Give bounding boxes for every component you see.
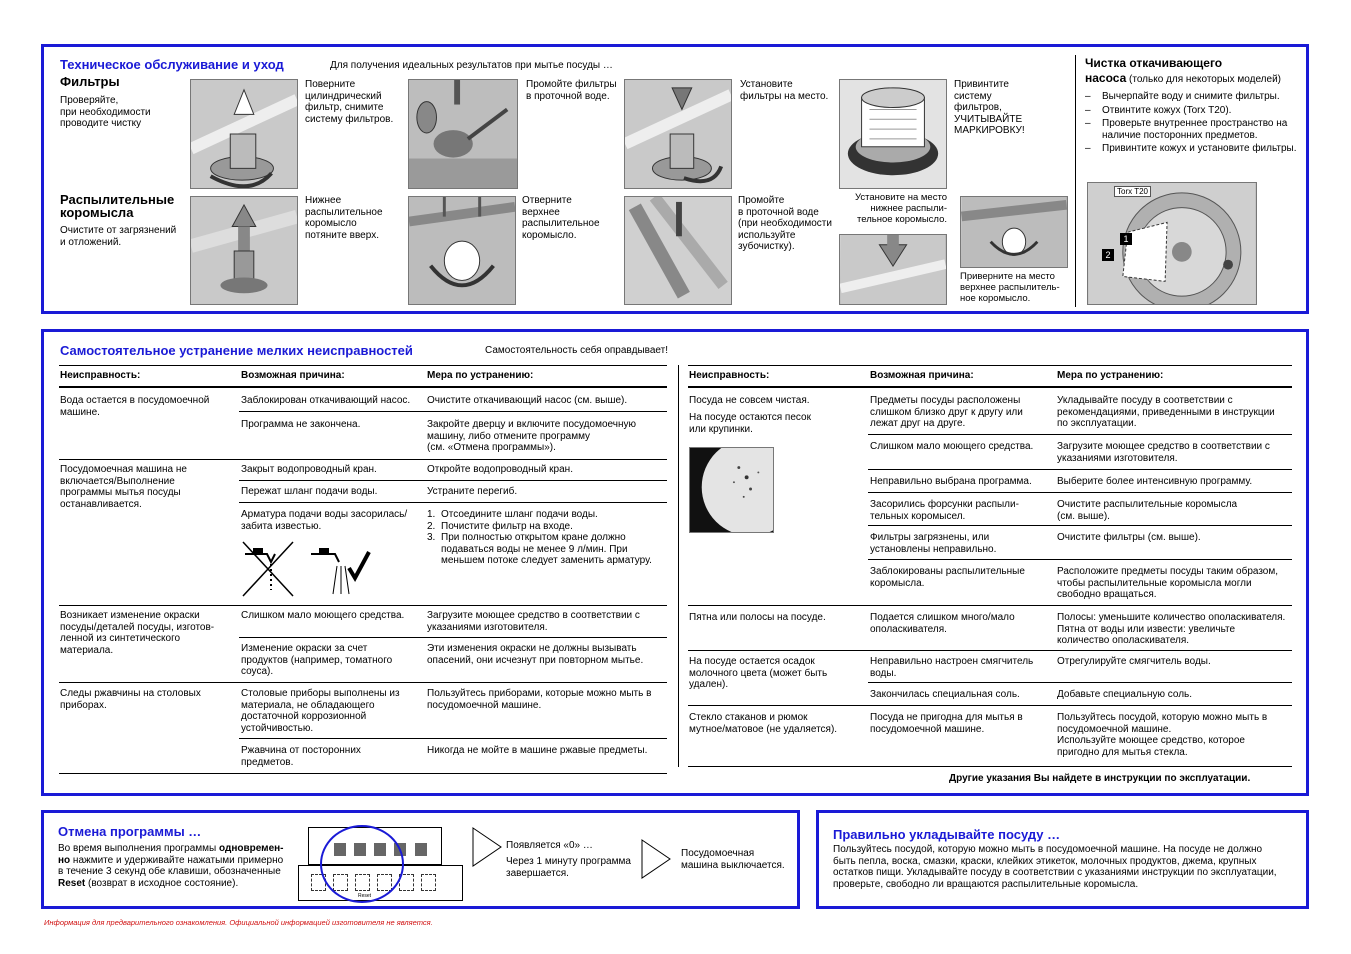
loading-title: Правильно укладывайте посуду … — [833, 827, 1061, 842]
fix-steps — [427, 509, 667, 567]
torx-label: Torx T20 — [1114, 186, 1151, 197]
arms-step3: Промойте в проточной воде (при необходимости используйте зубочистку). — [738, 195, 832, 252]
fix-step — [427, 532, 667, 567]
faucet-flowing-icon — [311, 548, 349, 594]
dirty-dish-photo — [689, 447, 774, 533]
cause-cell: Ржавчина от посторонних предметов. — [241, 745, 361, 768]
pump-heading-line2 — [1085, 71, 1281, 85]
cause-cell: Арматура подачи воды засорилась/ забита известью. — [241, 509, 408, 532]
row-rule — [59, 605, 667, 606]
faucet-icons — [241, 540, 371, 598]
fault-cell: На посуде остаются песок или крупинки. — [689, 412, 811, 435]
step-text: При полностью открытом кране должно подаваться воды не менее 9 л/мин. При меньшем потоке следует заменить арматуру. — [441, 532, 652, 566]
cause-cell: Подается слишком много/мало ополаскивателя. — [870, 612, 1015, 635]
cause-cell: Закрыт водопроводный кран. — [241, 464, 377, 475]
cause-cell: Предметы посуды расположены слишком близко друг к другу или лежат друг на друге. — [870, 395, 1023, 429]
cause-cell: Засорились форсунки распыли- тельных коромысел. — [870, 499, 1019, 522]
filters-heading: Фильтры — [60, 74, 120, 89]
arrow-icon — [472, 827, 502, 867]
cause-cell: Пережат шланг подачи воды. — [241, 486, 378, 497]
row-rule — [239, 738, 667, 739]
fix-cell: Эти изменения окраски не должны вызывать опасений, они исчезнут при повторном мытье. — [427, 643, 644, 666]
cancel-desc — [58, 843, 298, 889]
row-rule — [688, 705, 1292, 706]
fix-cell: Откройте водопроводный кран. — [427, 464, 573, 475]
cancel-panel — [41, 810, 800, 909]
maintenance-title: Техническое обслуживание и уход — [60, 57, 284, 72]
arrow-icon — [641, 839, 671, 879]
step-number: 3. — [427, 532, 436, 543]
highlight-circle — [320, 825, 404, 903]
row-rule — [868, 559, 1292, 560]
cause-cell: Заблокированы распылительные коромысла. — [870, 566, 1025, 589]
fix-cell: Пользуйтесь посудой, которую можно мыть в посудомоечной машине. Используйте моющее средство, которое пригодно для мытья стекла. — [1057, 712, 1268, 758]
fix-cell: Добавьте специальную соль. — [1057, 689, 1193, 700]
reset-label: Reset — [358, 893, 372, 899]
reset-key[interactable] — [421, 874, 436, 891]
footer-note: Другие указания Вы найдете в инструкции по эксплуатации. — [949, 773, 1251, 784]
fix-cell: Закройте дверцу и включите посудомоечную машину, либо отмените программу (см. «Отмена программы»). — [427, 419, 636, 453]
arms-desc: Очистите от загрязнений и отложений. — [60, 225, 177, 248]
cause-cell: Слишком мало моющего средства. — [241, 610, 405, 621]
fault-cell: Посудомоечная машина не включается/Выполнение программы мытья посуды останавливается. — [60, 464, 187, 510]
col-fix-header: Мера по устранению: — [1057, 370, 1164, 381]
table-header-rule — [59, 386, 667, 388]
row-rule — [688, 650, 1292, 651]
filters-step4: Привинтите систему фильтров, УЧИТЫВАЙТЕ МАРКИРОВКУ! — [954, 79, 1025, 136]
arms-photo-5 — [960, 196, 1068, 268]
row-rule — [868, 525, 1292, 526]
table-rule — [59, 365, 667, 366]
arms-step2: Отверните верхнее распылительное коромысло. — [522, 195, 600, 241]
pump-item: – Привинтите кожух и установите фильтры. — [1085, 143, 1307, 155]
pump-heading-word: насоса — [1085, 71, 1127, 85]
filter-photo-4 — [839, 79, 947, 189]
pump-heading-note: (только для некоторых моделей) — [1129, 74, 1281, 85]
pump-badge-1: 1 — [1120, 233, 1132, 245]
pump-photo — [1087, 182, 1257, 305]
fix-cell: Загрузите моющее средство в соответствии с указаниями изготовителя. — [427, 610, 640, 633]
filters-step2: Промойте фильтры в проточной воде. — [526, 79, 617, 102]
fix-step — [427, 521, 667, 533]
col-fix-header: Мера по устранению: — [427, 370, 534, 381]
troubleshoot-panel — [41, 329, 1309, 796]
fix-cell: Полосы: уменьшите количество ополаскивателя. Пятна от воды или извести: увеличьте количество ополаскивателя. — [1057, 612, 1286, 646]
fault-cell: На посуде остается осадок молочного цвета (может быть удален). — [689, 656, 828, 690]
filters-step1: Поверните цилиндрический фильтр, снимите систему фильтров. — [305, 79, 394, 125]
filter-photo-2 — [408, 79, 518, 189]
fix-cell: Укладывайте посуду в соответствии с рекомендациями, приведенными в инструкции по эксплуатации. — [1057, 395, 1275, 429]
cancel-desc-pre: Во время выполнения программы — [58, 843, 220, 854]
table-header-rule — [688, 386, 1292, 388]
filter-photo-1 — [190, 79, 298, 189]
cause-cell: Неправильно выбрана программа. — [870, 476, 1032, 487]
cause-cell: Закончилась специальная соль. — [870, 689, 1020, 700]
fix-cell: Отрегулируйте смягчитель воды. — [1057, 656, 1211, 667]
cause-cell: Слишком мало моющего средства. — [870, 441, 1034, 452]
loading-panel — [816, 810, 1309, 909]
row-rule — [239, 480, 667, 481]
cause-cell: Заблокирован откачивающий насос. — [241, 395, 411, 406]
row-rule — [239, 411, 667, 412]
arms-photo-1 — [190, 196, 298, 305]
table-rule — [688, 365, 1292, 366]
fault-cell: Посуда не совсем чистая. — [689, 395, 810, 406]
row-rule — [239, 637, 667, 638]
fix-cell: Устраните перегиб. — [427, 486, 518, 497]
cause-cell: Столовые приборы выполнены из материала, не обладающего достаточной коррозионной устойчивостью. — [241, 688, 400, 734]
pump-divider — [1075, 55, 1076, 307]
filter-photo-3 — [624, 79, 732, 189]
fix-cell: Очистите фильтры (см. выше). — [1057, 532, 1201, 543]
cancel-desc-mid: нажмите и удерживайте нажатыми примерно в течение 3 секунд обе клавиши, обозначенные — [58, 854, 284, 877]
fix-cell: Пользуйтесь приборами, которые можно мыть в посудомоечной машине. — [427, 688, 652, 711]
col-cause-header: Возможная причина: — [241, 370, 345, 381]
row-rule — [59, 682, 667, 683]
fault-cell: Возникает изменение окраски посуды/деталей посуды, изготов- ленной из синтетического материала. — [60, 610, 215, 656]
arms-heading: Распылительные коромысла — [60, 192, 175, 220]
pump-list — [1085, 91, 1307, 157]
fault-cell: Следы ржавчины на столовых приборах. — [60, 688, 201, 711]
row-rule — [868, 469, 1292, 470]
step-number: 1. — [427, 509, 436, 520]
step-text: Почистите фильтр на входе. — [441, 520, 573, 532]
arms-step4: Установите на место нижнее распыли- тельное коромысло. — [855, 192, 947, 225]
step-number: 2. — [427, 520, 436, 532]
cancel-off: Посудомоечная машина выключается. — [681, 848, 785, 871]
cause-cell: Программа не закончена. — [241, 419, 361, 430]
troubleshoot-subtitle: Самостоятельность себя оправдывает! — [485, 345, 668, 356]
control-panel-illustration — [298, 825, 468, 903]
fix-cell: Очистите распылительные коромысла (см. выше). — [1057, 499, 1238, 522]
step-text: Отсоедините шланг подачи воды. — [441, 509, 598, 520]
cancel-after: Через 1 минуту программа завершается. — [506, 856, 631, 879]
cancel-appears: Появляется «0» … — [506, 840, 593, 851]
row-rule — [868, 434, 1292, 435]
arms-photo-3 — [624, 196, 732, 305]
cause-cell: Посуда не пригодна для мытья в посудомоечной машине. — [870, 712, 1023, 735]
table-divider — [678, 365, 679, 767]
fix-step — [427, 509, 667, 521]
pump-item: – Вычерпайте воду и снимите фильтры. — [1085, 91, 1307, 103]
row-rule — [868, 682, 1292, 683]
row-rule — [688, 605, 1292, 606]
cause-cell: Неправильно настроен смягчитель воды. — [870, 656, 1034, 679]
pump-heading: Чистка откачивающего — [1085, 56, 1223, 70]
cancel-desc-bold: одновремен- но — [58, 843, 284, 866]
arms-step1: Нижнее распылительное коромысло потяните вверх. — [305, 195, 383, 241]
row-rule — [868, 492, 1292, 493]
filters-step3: Установите фильтры на место. — [740, 79, 829, 102]
cancel-title: Отмена программы … — [58, 824, 202, 839]
checkmark-icon — [349, 552, 369, 578]
loading-text: Пользуйтесь посудой, которую можно мыть в посудомоечной машине. На посуде не должно быть пепла, воска, смазки, краски, клейких этикеток, молочных продуктов, джема, крупных остатков пищи. Укладывайте посуду в соответствии с указаниями инструкции по эксплуатации, проверьте, свободно ли вращаются распылительные коромысла. — [833, 844, 1277, 890]
fix-cell: Очистите откачивающий насос (см. выше). — [427, 395, 628, 406]
cancel-desc-post: (возврат в исходное состояние). — [85, 877, 239, 889]
row-rule — [688, 766, 1292, 767]
arms-photo-2 — [408, 196, 516, 305]
pump-item: – Проверьте внутреннее пространство на наличие посторонних предметов. — [1085, 118, 1307, 141]
faucet-blocked-icon — [243, 542, 293, 596]
filters-desc: Проверяйте, при необходимости проводите чистку — [60, 95, 151, 129]
row-rule — [59, 773, 667, 774]
fix-cell: Загрузите моющее средство в соответствии с указаниями изготовителя. — [1057, 441, 1270, 464]
fix-cell: Выберите более интенсивную программу. — [1057, 476, 1253, 487]
cause-cell: Изменение окраски за счет продуктов (например, томатного соуса). — [241, 643, 393, 677]
arms-step5: Приверните на место верхнее распылитель- ное коромысло. — [960, 271, 1060, 304]
indicator-key — [415, 843, 427, 856]
maintenance-subtitle: Для получения идеальных результатов при мытье посуды … — [330, 60, 613, 71]
row-rule — [59, 459, 667, 460]
pump-badge-2: 2 — [1102, 249, 1114, 261]
disclaimer: Информация для предварительного ознакомления. Официальной информацией изготовителя не является. — [44, 918, 433, 927]
row-rule — [239, 502, 667, 503]
cause-cell: Фильтры загрязнены, или установлены неправильно. — [870, 532, 997, 555]
col-fault-header: Неисправность: — [689, 370, 770, 381]
fault-cell: Вода остается в посудомоечной машине. — [60, 395, 210, 418]
col-cause-header: Возможная причина: — [870, 370, 974, 381]
pump-item: – Отвинтите кожух (Torx T20). — [1085, 105, 1307, 117]
maintenance-panel — [41, 44, 1309, 314]
cancel-desc-reset: Reset — [58, 877, 86, 889]
fault-cell: Пятна или полосы на посуде. — [689, 612, 826, 623]
arms-photo-4 — [839, 234, 947, 305]
col-fault-header: Неисправность: — [60, 370, 141, 381]
fix-cell: Никогда не мойте в машине ржавые предметы. — [427, 745, 648, 756]
fault-cell: Стекло стаканов и рюмок мутное/матовое (не удаляется). — [689, 712, 838, 735]
troubleshoot-title: Самостоятельное устранение мелких неисправностей — [60, 343, 413, 358]
fix-cell: Расположите предметы посуды таким образом, чтобы распылительные коромысла могли свободно вращаться. — [1057, 566, 1279, 600]
